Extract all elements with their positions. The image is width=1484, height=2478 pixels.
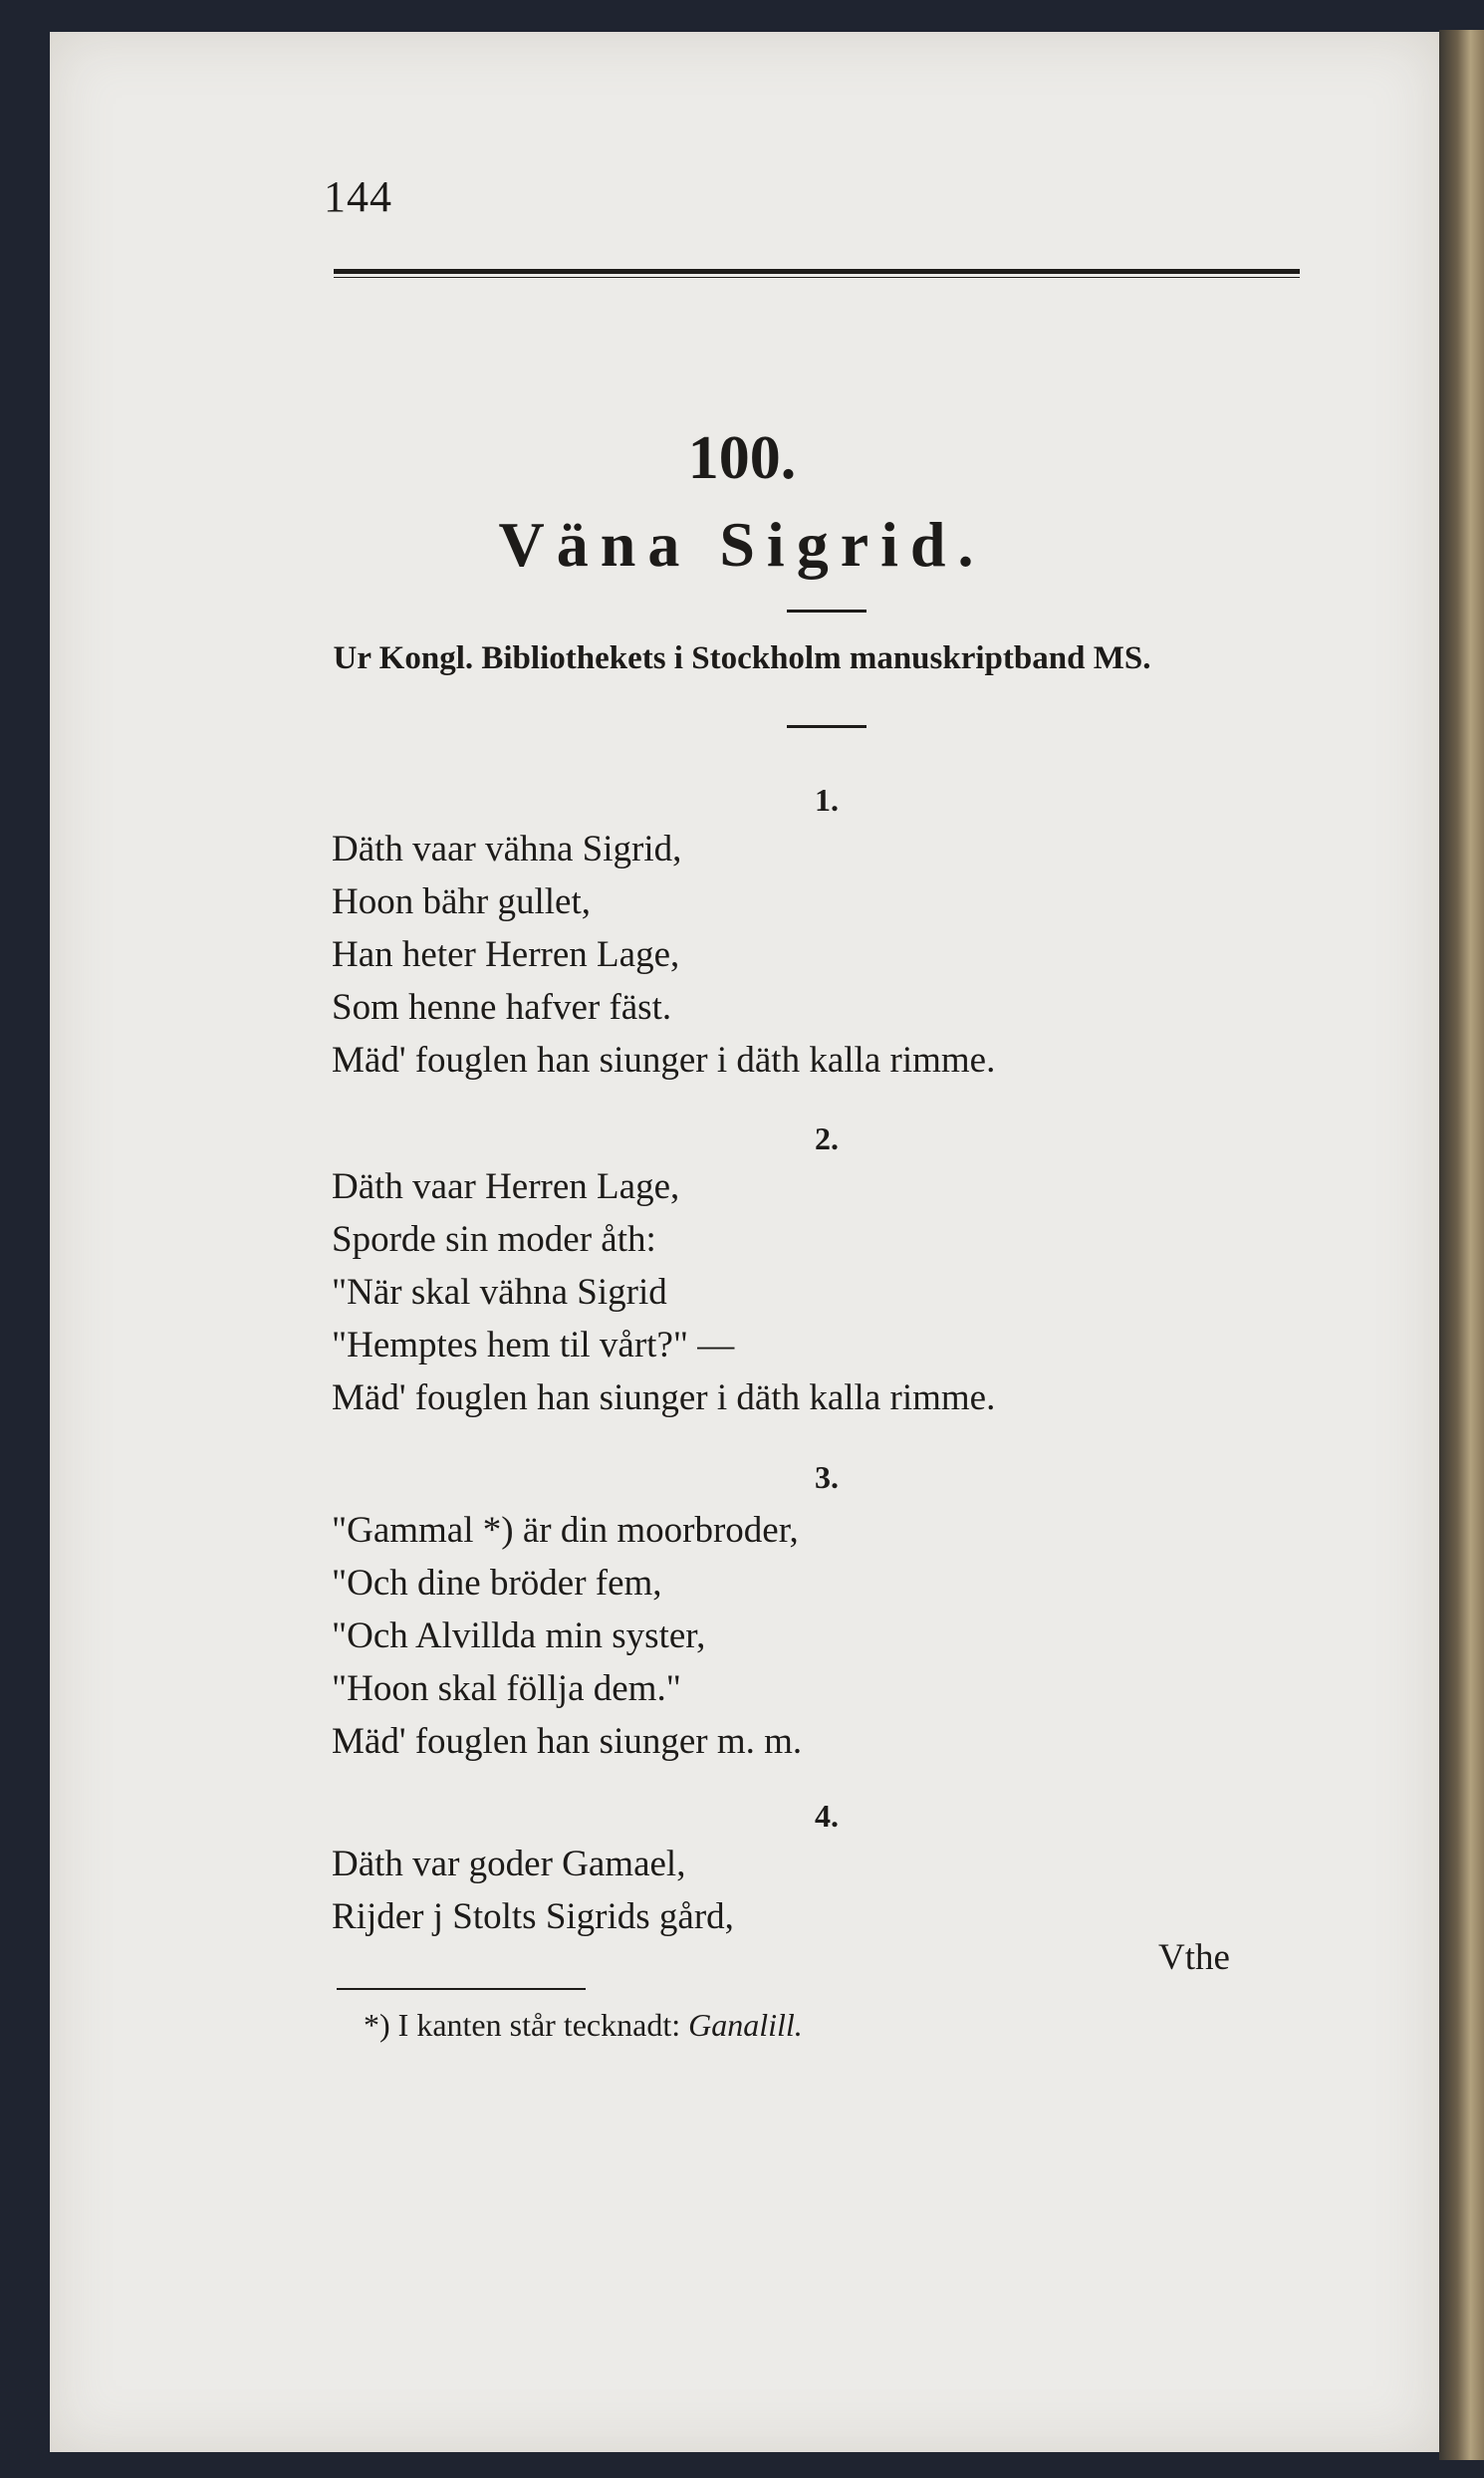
verse-line: "Hoon skal föllja dem." xyxy=(332,1668,681,1709)
footnote-rule xyxy=(337,1988,586,1990)
verse-line: Mäd' fouglen han siunger i däth kalla rimme. xyxy=(332,1377,996,1418)
stanza-number: 2. xyxy=(815,1120,839,1156)
verse-line: Mäd' fouglen han siunger m. m. xyxy=(332,1721,803,1762)
footnote-italic: Ganalill. xyxy=(688,2007,803,2043)
verse-line: "När skal vähna Sigrid xyxy=(332,1272,667,1313)
stanza-number: 3. xyxy=(815,1459,839,1495)
book-edge xyxy=(1439,30,1484,2460)
title-divider xyxy=(787,610,866,613)
verse-line: "Och dine bröder fem, xyxy=(332,1563,662,1604)
verse-line: Rijder j Stolts Sigrids gård, xyxy=(332,1896,734,1937)
verse-line: "Hemptes hem til vårt?" — xyxy=(332,1325,735,1365)
verse-line: Som henne hafver fäst. xyxy=(332,987,672,1028)
header-rule xyxy=(334,269,1300,274)
verse-line: "Gammal *) är din moorbroder, xyxy=(332,1510,799,1551)
stanza xyxy=(332,1838,734,1943)
verse-line: Sporde sin moder åth: xyxy=(332,1219,656,1260)
poem-title: Väna Sigrid. xyxy=(498,509,986,580)
verse-line: Hoon bähr gullet, xyxy=(332,881,591,922)
verse-line: Däth vaar vähna Sigrid, xyxy=(332,829,682,869)
page-number: 144 xyxy=(324,172,392,221)
poem-number: 100. xyxy=(687,424,797,492)
footnote-text: *) I kanten står tecknadt: xyxy=(364,2007,681,2043)
verse-line: "Och Alvillda min syster, xyxy=(332,1615,706,1656)
verse-line: Däth var goder Gamael, xyxy=(332,1844,686,1884)
source-note: Ur Kongl. Bibliothekets i Stockholm manuskriptband MS. xyxy=(333,640,1151,676)
stanza xyxy=(332,1160,995,1424)
stanza xyxy=(332,1504,802,1768)
stanza xyxy=(332,823,995,1087)
verse-line: Han heter Herren Lage, xyxy=(332,934,680,975)
source-divider xyxy=(787,725,866,728)
verse-line: Däth vaar Herren Lage, xyxy=(332,1166,680,1207)
stanza-number: 1. xyxy=(815,782,839,818)
footnote xyxy=(364,2007,803,2044)
catchword: Vthe xyxy=(1158,1937,1230,1978)
verse-line: Mäd' fouglen han siunger i däth kalla rimme. xyxy=(332,1040,996,1081)
stanza-number: 4. xyxy=(815,1798,839,1834)
